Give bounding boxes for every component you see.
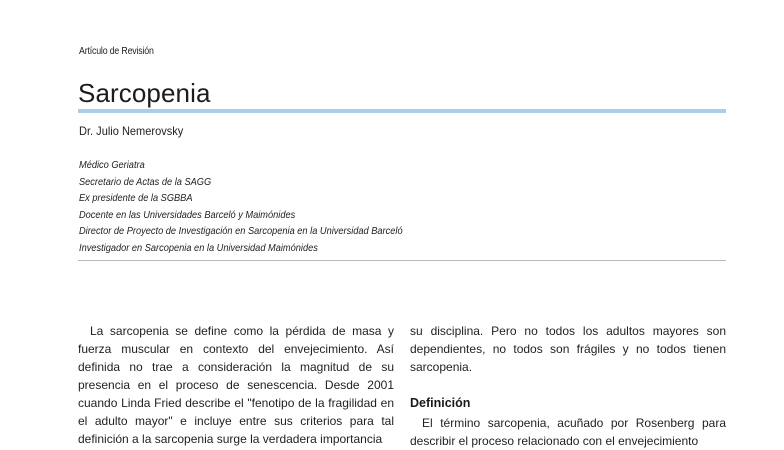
- affiliation-line: Investigador en Sarcopenia en la Universidad Maimónides: [79, 241, 318, 254]
- title-underline: [78, 109, 726, 113]
- body-paragraph: La sarcopenia se define como la pérdida de masa y fuerza muscular en contexto del envejecimiento. Así definida no trae a consideración la magnitud de su presencia en el proceso de senescencia. Desde 2001 cuando Linda Fried describe el "fenotipo de la fragilidad en el adulto mayor" e incluye entre sus criterios para tal definición a la sarcopenia surge la verdadera importancia: [78, 324, 394, 446]
- affiliation-line: Médico Geriatra: [79, 159, 145, 171]
- section-heading: Definición: [410, 396, 471, 410]
- body-column-right-continued: [410, 414, 726, 450]
- body-column-right: [410, 322, 726, 376]
- author-name: Dr. Julio Nemerovsky: [79, 124, 184, 138]
- affiliation-line: Docente en las Universidades Barceló y Maimónides: [79, 208, 296, 221]
- body-paragraph: su disciplina. Pero no todos los adultos mayores son dependientes, no todos son frágiles y no todos tienen sarcopenia.: [410, 324, 726, 374]
- affiliation-line: Secretario de Actas de la SAGG: [79, 175, 212, 188]
- section-label: Artículo de Revisión: [79, 46, 154, 57]
- affiliation-line: Ex presidente de la SGBBA: [79, 192, 193, 204]
- header-divider: [78, 260, 726, 261]
- author-affiliations: [79, 157, 447, 256]
- affiliation-line: Director de Proyecto de Investigación en Sarcopenia en la Universidad Barceló: [79, 225, 403, 237]
- body-paragraph: El término sarcopenia, acuñado por Rosenberg para describir el proceso relacionado con el envejecimiento: [410, 416, 726, 448]
- article-title: Sarcopenia: [78, 78, 211, 108]
- body-column-left: [78, 322, 394, 448]
